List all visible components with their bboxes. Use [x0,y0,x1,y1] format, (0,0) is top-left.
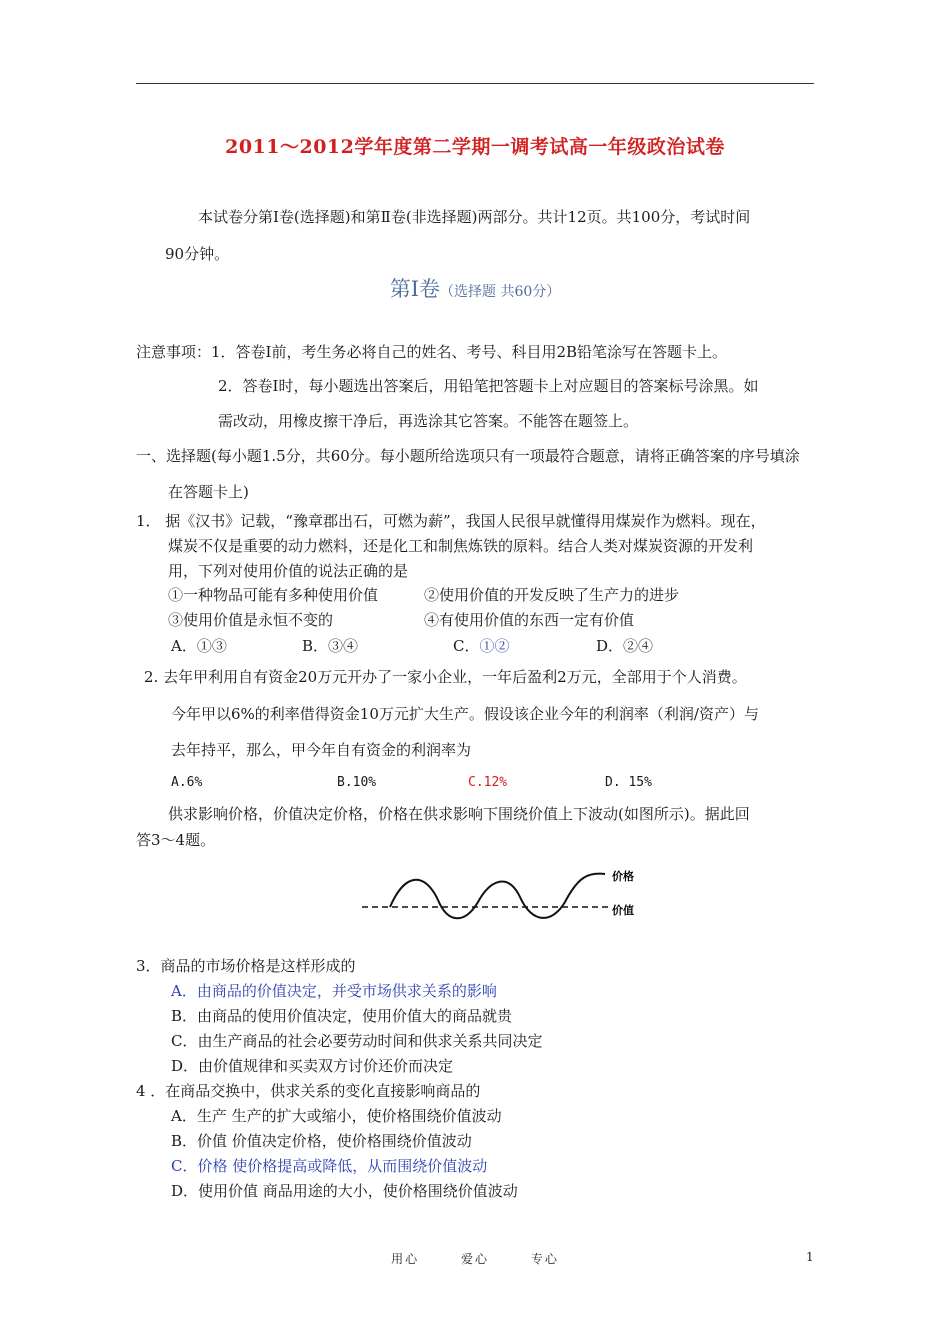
passage-line-2: 答3～4题。 [136,831,216,849]
notes-line-1 [136,341,727,362]
note-2a: 2．答卷Ⅰ时，每小题选出答案后，用铅笔把答题卡上对应题目的答案标号涂黑。如 [218,377,759,395]
q4-stem: 4 ．在商品交换中，供求关系的变化直接影响商品的 [136,1082,481,1100]
q2-stem-1: 2. 去年甲利用自有资金20万元开办了一家小企业，一年后盈利2万元，全部用于个人消费。 [144,668,747,686]
q2-choice-a: A.6% [171,775,203,790]
price-value-figure [360,862,660,932]
note-1: 1．答卷Ⅰ前，考生务必将自己的姓名、考号、科目用2B铅笔涂写在答题卡上。 [211,343,728,361]
q1-option-1: ①一种物品可能有多种使用价值 [168,586,379,604]
q2-stem-3: 去年持平，那么，甲今年自有资金的利润率为 [171,741,472,759]
q1-choice-c-prefix: C． [453,637,480,655]
section-title-main: 第Ⅰ卷 [389,277,441,301]
footer-word-1: 用心 [391,1252,420,1266]
value-label: 价值 [612,904,634,917]
q3-stem: 3．商品的市场价格是这样形成的 [136,957,356,975]
q3-choice-d: D．由价值规律和买卖双方讨价还价而决定 [171,1057,454,1075]
q4-choice-b: B．价值 价值决定价格，使价格围绕价值波动 [171,1132,472,1150]
section-title [0,273,950,303]
note-2b: 需改动，用橡皮擦干净后，再选涂其它答案。不能答在题签上。 [218,412,639,430]
q3-choice-c: C．由生产商品的社会必要劳动时间和供求关系共同决定 [171,1032,543,1050]
q1-option-3: ③使用价值是永恒不变的 [168,611,334,629]
intro-line-2: 90分钟。 [165,245,230,263]
passage-line-1: 供求影响价格，价值决定价格，价格在供求影响下围绕价值上下波动(如图所示)。据此回 [168,805,750,823]
q1-stem-1: 1． 据《汉书》记载，“豫章郡出石，可燃为薪”，我国人民很早就懂得用煤炭作为燃料。现在， [136,512,766,530]
q1-stem-2: 煤炭不仅是重要的动力燃料，还是化工和制焦炼铁的原料。结合人类对煤炭资源的开发利 [168,537,754,555]
page-number: 1 [806,1250,814,1264]
page-title: 2011～2012学年度第二学期一调考试高一年级政治试卷 [225,136,725,158]
notes-label: 注意事项： [136,343,212,361]
price-curve [390,874,605,919]
q3-choice-a: A．由商品的价值决定，并受市场供求关系的影响 [171,982,497,1000]
q4-choice-c: C．价格 使价格提高或降低，从而围绕价值波动 [171,1157,488,1175]
q1-choice-c [453,635,510,656]
q1-stem-3: 用，下列对使用价值的说法正确的是 [168,562,409,580]
q1-choice-d: D．②④ [596,637,654,655]
q1-option-2: ②使用价值的开发反映了生产力的进步 [424,586,680,604]
footer-word-3: 专心 [530,1252,559,1266]
q1-choice-b: B．③④ [302,637,359,655]
q4-choice-a: A．生产 生产的扩大或缩小，使价格围绕价值波动 [171,1107,502,1125]
q1-choice-c-answer: ①② [479,637,510,655]
q4-choice-d: D．使用价值 商品用途的大小，使价格围绕价值波动 [171,1182,518,1200]
q2-choice-d: D. 15% [605,775,652,790]
intro-line-1: 本试卷分第Ⅰ卷(选择题)和第Ⅱ卷(非选择题)两部分。共计12页。共100分，考试时间 [198,208,751,226]
q1-choice-a: A．①③ [171,637,227,655]
q2-choice-c: C.12% [468,775,508,790]
header-rule [136,83,814,84]
q1-option-4: ④有使用价值的东西一定有价值 [424,611,635,629]
q3-choice-b: B．由商品的使用价值决定，使用价值大的商品就贵 [171,1007,513,1025]
part1-heading-cont: 在答题卡上) [168,483,249,501]
footer-word-2: 爱心 [460,1252,489,1266]
part1-heading: 一、选择题(每小题1.5分，共60分。每小题所给选项只有一项最符合题意，请将正确答案的序号填涂 [136,447,800,465]
section-title-sub: （选择题 共60分） [440,284,561,300]
q2-choice-b: B.10% [337,775,377,790]
price-label: 价格 [612,870,634,883]
q2-stem-2: 今年甲以6%的利率借得资金10万元扩大生产。假设该企业今年的利润率（利润/资产）与 [171,705,759,723]
